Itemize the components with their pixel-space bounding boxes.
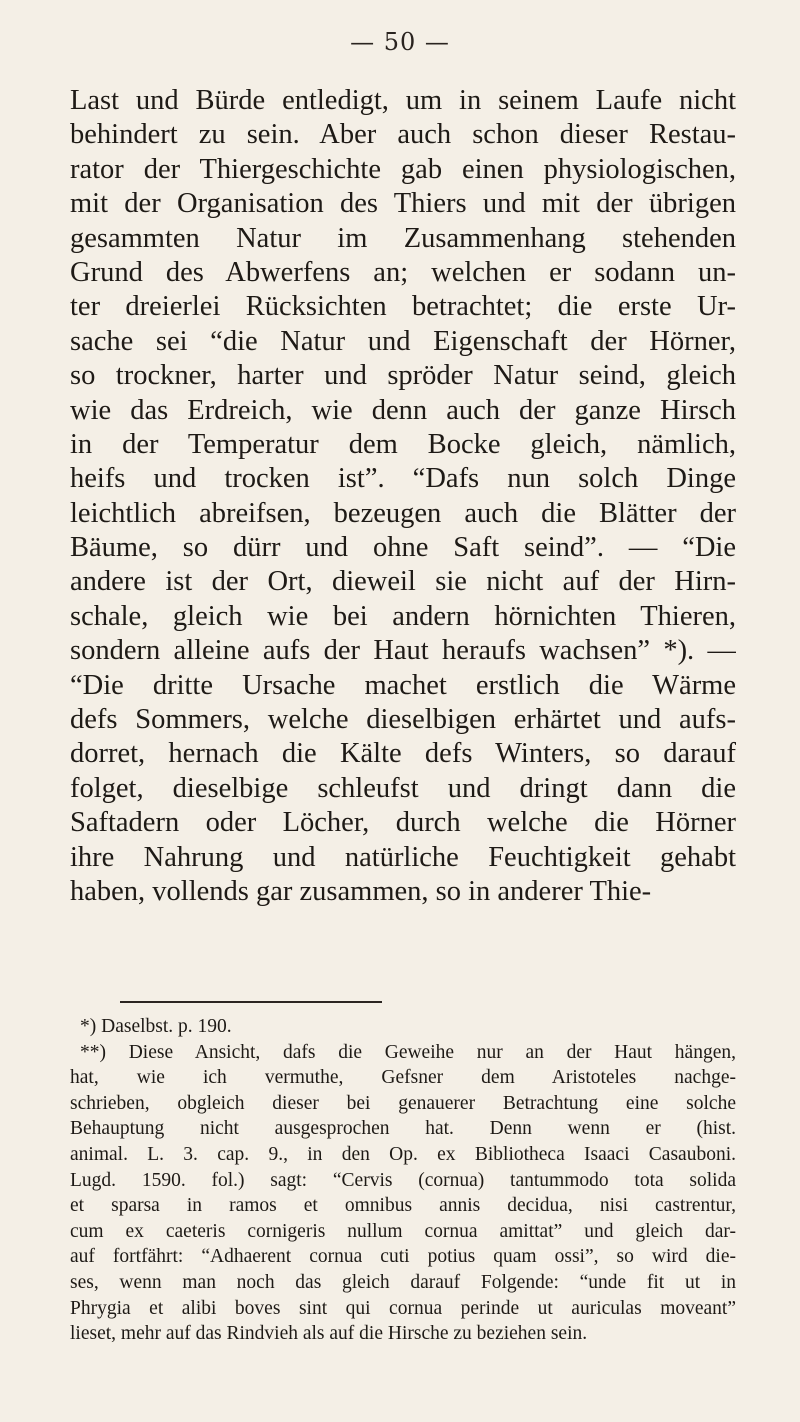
body-line: dorret, hernach die Kälte defs Winters, so darauf (70, 738, 736, 770)
body-line: Bäume, so dürr und ohne Saft seind”. — “Die (70, 532, 736, 564)
body-line: rator der Thiergeschichte gab einen physiologischen, (70, 153, 736, 185)
body-line: so trockner, harter und spröder Natur seind, gleich (70, 360, 736, 392)
body-line: Last und Bürde entledigt, um in seinem Laufe nicht (70, 85, 736, 116)
body-line: ter dreierlei Rücksichten betrachtet; die erste Ur- (70, 291, 736, 323)
footnote-line: Phrygia et alibi boves sint qui cornua perinde ut auriculas moveant” (70, 1297, 736, 1319)
body-line: Grund des Abwerfens an; welchen er sodann un- (70, 256, 736, 288)
body-line: sondern alleine aufs der Haut heraufs wachsen” *). — (70, 635, 736, 667)
body-text (70, 84, 736, 909)
footnote-separator-rule (120, 1001, 382, 1003)
body-line: andere ist der Ort, dieweil sie nicht auf der Hirn- (70, 566, 736, 598)
footnote-line: ses, wenn man noch das gleich darauf Folgende: “unde fit ut in (70, 1271, 736, 1293)
footnote-line: cum ex caeteris cornigeris nullum cornua amittat” und gleich dar- (70, 1220, 736, 1242)
body-line: schale, gleich wie bei andern hörnichten Thieren, (70, 600, 736, 632)
body-line: wie das Erdreich, wie denn auch der ganze Hirsch (70, 394, 736, 426)
footnote-line: Lugd. 1590. fol.) sagt: “Cervis (cornua) tantummodo tota solida (70, 1169, 736, 1191)
page-number: — 50 — (350, 28, 450, 56)
footnote-line: hat, wie ich vermuthe, Gefsner dem Aristoteles nachge- (70, 1067, 736, 1089)
body-line: ihre Nahrung und natürliche Feuchtigkeit gehabt (70, 841, 736, 873)
footnote-line: Behauptung nicht ausgesprochen hat. Denn wenn er (hist. (70, 1118, 736, 1140)
footnotes (70, 1014, 736, 1347)
footnote-line: *) Daselbst. p. 190. (80, 1016, 232, 1037)
body-line: mit der Organisation des Thiers und mit der übrigen (70, 188, 736, 220)
body-line: haben, vollends gar zusammen, so in anderer Thie- (70, 875, 652, 907)
footnote-line: schrieben, obgleich dieser bei genauerer Betrachtung eine solche (70, 1092, 736, 1114)
body-line: Saftadern oder Löcher, durch welche die Hörner (70, 807, 736, 839)
body-line: sache sei “die Natur und Eigenschaft der Hörner, (70, 325, 736, 357)
body-line: behindert zu sein. Aber auch schon dieser Restau- (70, 119, 736, 151)
body-line: gesammten Natur im Zusammenhang stehenden (70, 222, 736, 254)
footnote-line: et sparsa in ramos et omnibus annis decidua, nisi castrentur, (70, 1195, 736, 1217)
body-line: in der Temperatur dem Bocke gleich, nämlich, (70, 428, 736, 460)
body-line: leichtlich abreifsen, bezeugen auch die Blätter der (70, 497, 736, 529)
footnote-line: auf fortfährt: “Adhaerent cornua cuti potius quam ossi”, so wird die- (70, 1246, 736, 1268)
body-line: heifs und trocken ist”. “Dafs nun solch Dinge (70, 463, 736, 495)
footnote-line: animal. L. 3. cap. 9., in den Op. ex Bibliotheca Isaaci Casauboni. (70, 1143, 736, 1165)
footnote-line: **) Diese Ansicht, dafs die Geweihe nur an der Haut hängen, (80, 1041, 736, 1063)
body-line: “Die dritte Ursache machet erstlich die Wärme (70, 669, 736, 701)
body-line: defs Sommers, welche dieselbigen erhärtet und aufs- (70, 704, 736, 736)
footnote-line: lieset, mehr auf das Rindvieh als auf die Hirsche zu beziehen sein. (70, 1323, 588, 1345)
body-line: folget, dieselbige schleufst und dringt dann die (70, 772, 736, 804)
